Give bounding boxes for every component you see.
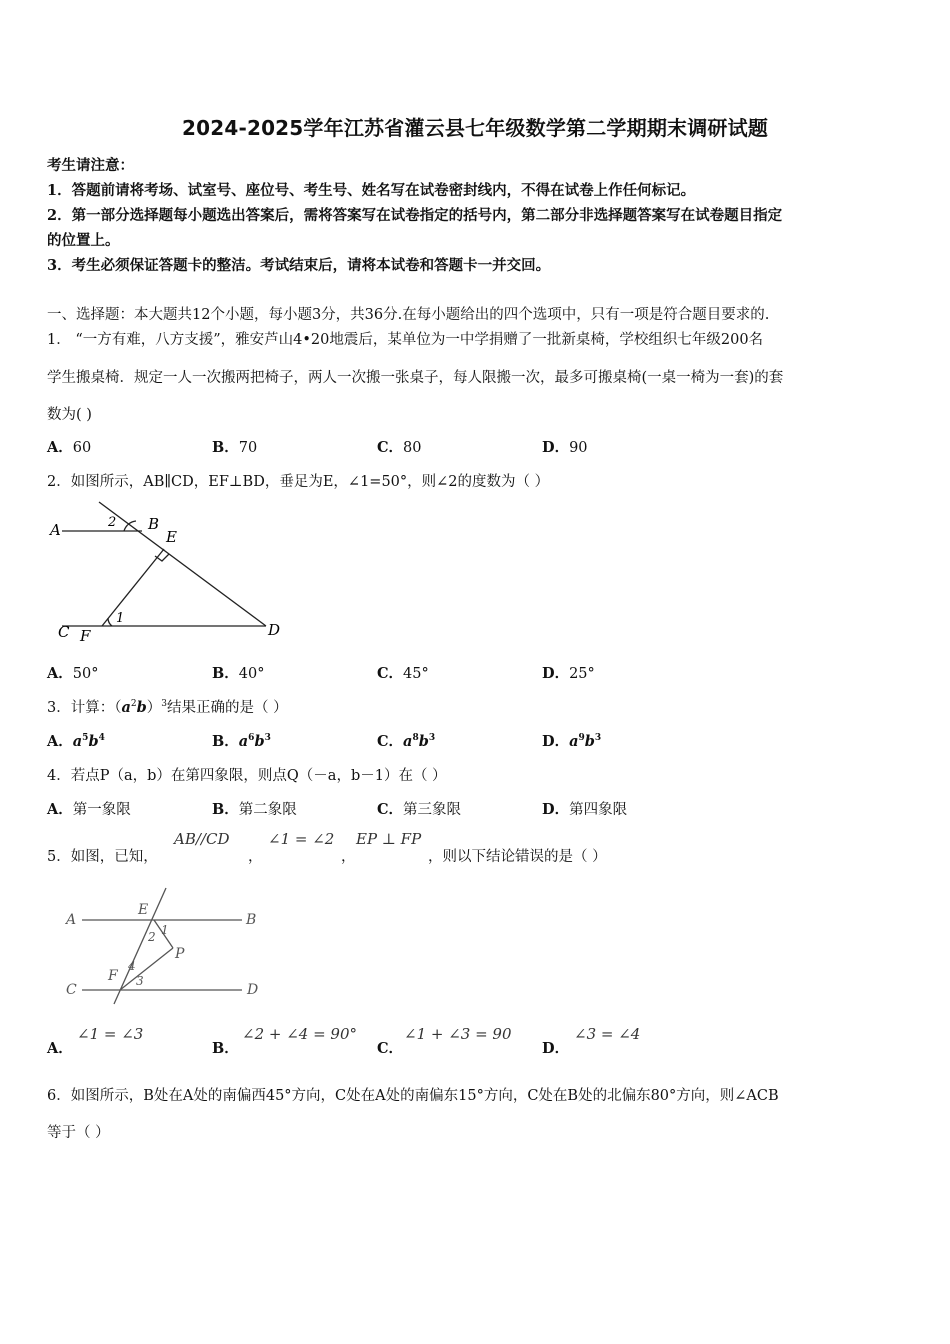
q2-option-d[interactable]: D．25° bbox=[542, 665, 595, 682]
q2-line-ef bbox=[102, 549, 164, 626]
q6-stem-line-1: 6．如图所示，B处在A处的南偏西45°方向，C处在A处的南偏东15°方向，C处在B处的北偏东80°方向，则∠ACB bbox=[47, 1088, 779, 1104]
q1-line-2: 学生搬桌椅．规定一人一次搬两把椅子，两人一次搬一张桌子，每人限搬一次，最多可搬桌椅(一桌一椅为一套)的套 bbox=[47, 370, 784, 386]
q3-option-d[interactable]: D．$a^9b^3$ bbox=[542, 733, 602, 750]
q2-label-d: D bbox=[268, 621, 281, 639]
q5-label-p: P bbox=[175, 946, 185, 962]
q2-label-b: B bbox=[148, 515, 160, 533]
q2-label-angle-2: 2 bbox=[108, 515, 117, 530]
q5-stem-suffix: ，则以下结论错误的是（ ） bbox=[428, 849, 607, 865]
q5-option-a-formula: ∠1 = ∠3 bbox=[77, 1025, 144, 1043]
q3-option-c[interactable]: C．$a^8b^3$ bbox=[377, 733, 436, 750]
notice-item-2-cont: 的位置上。 bbox=[47, 232, 120, 249]
q3-stem: 3．计算：$(a^2b)^3$结果正确的是（ ） bbox=[47, 699, 288, 716]
q5-label-angle-1: 1 bbox=[161, 923, 169, 937]
q4-stem: 4．若点P（a，b）在第四象限，则点Q（－a，b－1）在（ ） bbox=[47, 768, 447, 784]
q2-angle-1-arc bbox=[108, 618, 112, 626]
q5-separator-2: ， bbox=[341, 849, 356, 865]
q4-option-c[interactable]: C．第三象限 bbox=[377, 801, 462, 818]
notice-heading: 考生请注意： bbox=[47, 157, 134, 174]
q1-option-b[interactable]: B．70 bbox=[212, 439, 258, 456]
q5-label-c: C bbox=[66, 982, 77, 998]
q2-label-angle-1: 1 bbox=[116, 611, 125, 626]
q5-label-a: A bbox=[66, 912, 77, 928]
q4-option-a[interactable]: A．第一象限 bbox=[47, 801, 131, 818]
q2-line-bd bbox=[99, 502, 266, 626]
q3-option-a[interactable]: A．$a^5b^4$ bbox=[47, 733, 105, 750]
q5-option-b[interactable]: B． bbox=[212, 1040, 239, 1057]
q5-label-f: F bbox=[108, 968, 118, 984]
q4-option-d[interactable]: D．第四象限 bbox=[542, 801, 628, 818]
q5-option-d-formula: ∠3 = ∠4 bbox=[574, 1025, 641, 1043]
q1-option-d[interactable]: D．90 bbox=[542, 439, 588, 456]
q2-label-e: E bbox=[166, 528, 177, 546]
q5-option-c[interactable]: C． bbox=[377, 1040, 404, 1057]
q5-figure bbox=[60, 884, 270, 1014]
q5-label-angle-4: 4 bbox=[128, 959, 136, 973]
q2-stem: 2．如图所示，AB∥CD，EF⊥BD，垂足为E，∠1=50°，则∠2的度数为（ ） bbox=[47, 474, 550, 490]
q5-stem-prefix: 5．如图，已知， bbox=[47, 849, 158, 865]
q2-figure bbox=[44, 498, 294, 646]
q1-option-c[interactable]: C．80 bbox=[377, 439, 422, 456]
q5-condition-parallel: AB//CD bbox=[174, 830, 230, 848]
q5-label-d: D bbox=[247, 982, 259, 998]
q1-line-1: 1． “一方有难，八方支援”，雅安芦山4•20地震后，某单位为一中学捐赠了一批新桌椅，学校组织七年级200名 bbox=[47, 332, 764, 348]
q5-option-d[interactable]: D． bbox=[542, 1040, 570, 1057]
page-title: 2024-2025学年江苏省灌云县七年级数学第二学期期末调研试题 bbox=[181, 116, 769, 140]
q6-stem-line-2: 等于（ ） bbox=[47, 1125, 110, 1141]
q2-label-c: C bbox=[58, 623, 70, 641]
q2-option-a[interactable]: A．50° bbox=[47, 665, 99, 682]
q2-label-f: F bbox=[80, 627, 91, 645]
notice-item-2: 2．第一部分选择题每小题选出答案后，需将答案写在试卷指定的括号内，第二部分非选择题答案写在试卷题目指定 bbox=[47, 207, 783, 224]
q5-condition-angles: ∠1 = ∠2 bbox=[268, 830, 335, 848]
q2-label-a: A bbox=[50, 521, 61, 539]
q1-line-3: 数为( ) bbox=[47, 407, 92, 423]
q5-label-e: E bbox=[138, 902, 149, 918]
notice-item-1: 1．答题前请将考场、试室号、座位号、考生号、姓名写在试卷密封线内，不得在试卷上作任何标记。 bbox=[47, 182, 696, 199]
notice-item-3: 3．考生必须保证答题卡的整洁。考试结束后，请将本试卷和答题卡一并交回。 bbox=[47, 257, 551, 274]
q2-right-angle-mark bbox=[155, 554, 169, 561]
q5-label-angle-2: 2 bbox=[148, 930, 156, 944]
section-heading: 一、选择题：本大题共12个小题，每小题3分，共36分.在每小题给出的四个选项中，只有一项是符合题目要求的. bbox=[47, 307, 770, 323]
q3-option-b[interactable]: B．$a^6b^3$ bbox=[212, 733, 271, 750]
q5-label-angle-3: 3 bbox=[136, 974, 144, 988]
q5-option-a[interactable]: A． bbox=[47, 1040, 73, 1057]
q5-label-b: B bbox=[246, 912, 257, 928]
q2-option-b[interactable]: B．40° bbox=[212, 665, 265, 682]
q2-option-c[interactable]: C．45° bbox=[377, 665, 429, 682]
q5-separator-1: ， bbox=[248, 849, 263, 865]
q4-option-b[interactable]: B．第二象限 bbox=[212, 801, 297, 818]
q5-condition-perpendicular: EP ⊥ FP bbox=[356, 830, 422, 848]
q1-option-a[interactable]: A．60 bbox=[47, 439, 92, 456]
q5-option-b-formula: ∠2 + ∠4 = 90° bbox=[242, 1025, 358, 1043]
q5-option-c-formula: ∠1 + ∠3 = 90 bbox=[404, 1025, 512, 1043]
